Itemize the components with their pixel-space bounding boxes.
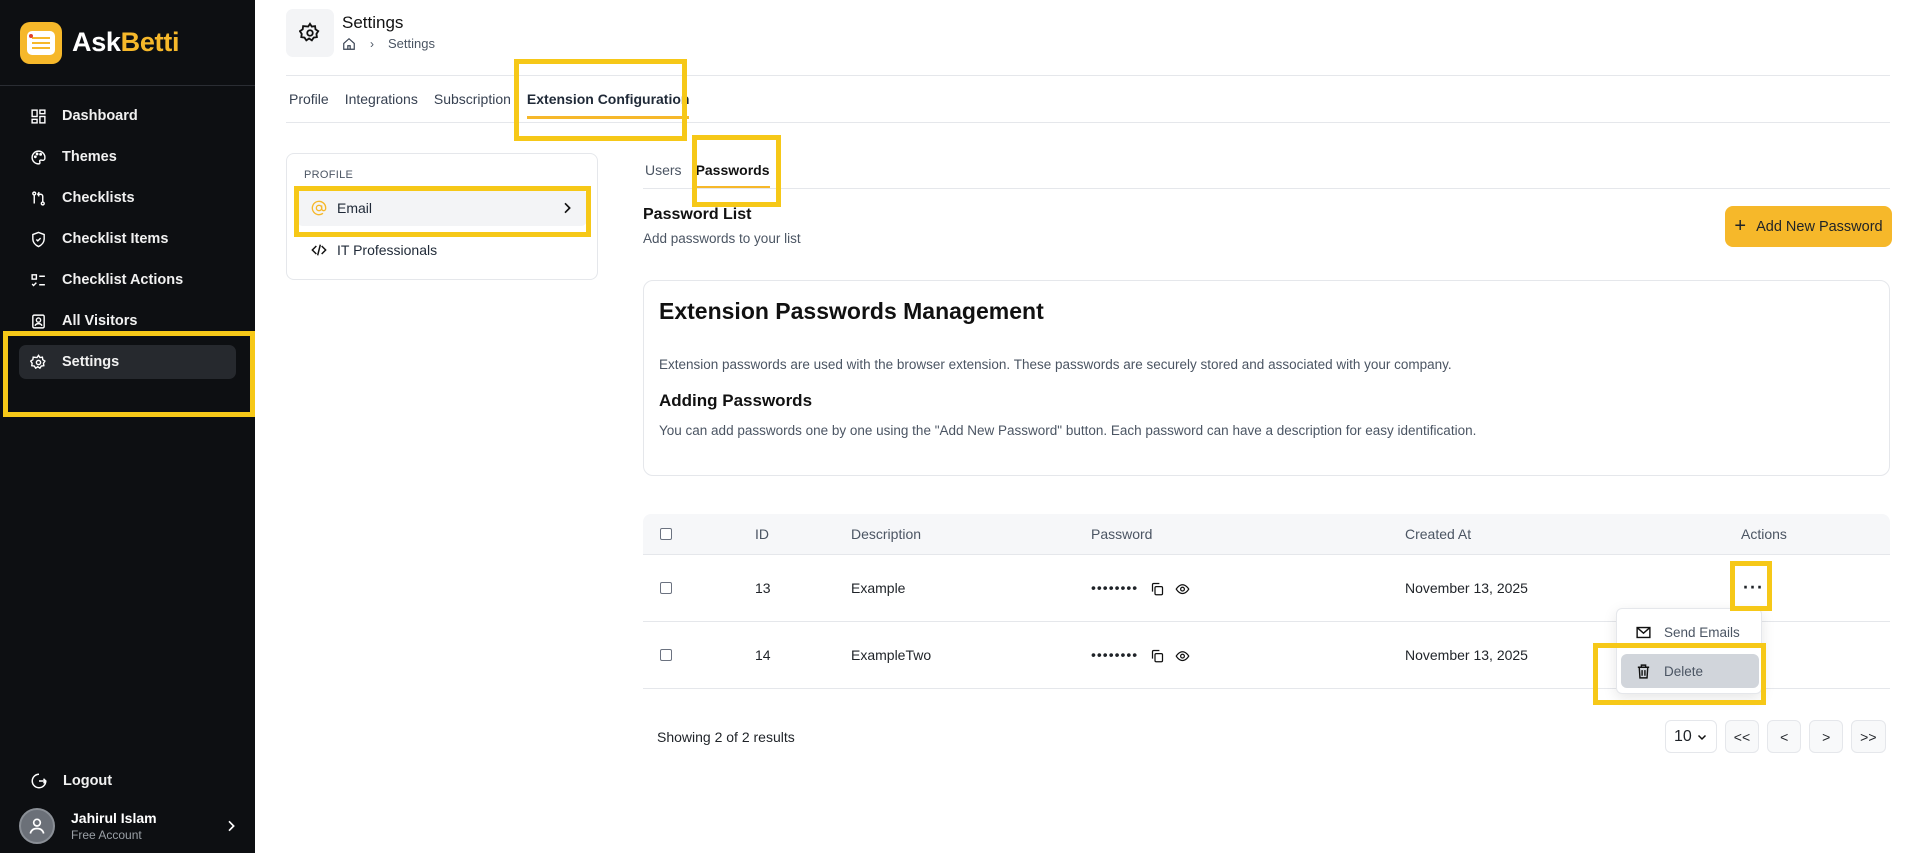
settings-tabs (289, 91, 705, 119)
tabs-divider (286, 122, 1890, 123)
chevron-right-icon[interactable] (223, 818, 239, 834)
sidebar (0, 0, 255, 853)
user-plan: Free Account (71, 828, 142, 842)
home-icon[interactable] (342, 37, 356, 51)
row-description: Example (851, 580, 906, 596)
plus-icon: + (1734, 215, 1747, 237)
at-sign-icon (311, 200, 327, 216)
menu-item-send-emails[interactable] (1621, 615, 1759, 649)
logout-icon (30, 772, 48, 790)
avatar (19, 808, 55, 844)
side-item-email[interactable] (297, 190, 587, 226)
extension-subtabs (645, 162, 784, 188)
list-checks-icon (30, 272, 47, 289)
sidebar-item-settings[interactable] (19, 345, 236, 379)
last-page-button[interactable]: >> (1851, 720, 1885, 753)
dashboard-icon (30, 108, 47, 125)
copy-icon[interactable] (1150, 581, 1165, 596)
user-icon (27, 816, 47, 836)
row-created-at: November 13, 2025 (1405, 580, 1528, 596)
select-all-checkbox[interactable] (660, 528, 672, 540)
row-actions-menu-button[interactable]: ··· (1743, 577, 1764, 598)
info-heading: Extension Passwords Management (659, 298, 1044, 324)
page-gear-icon (286, 9, 334, 57)
sidebar-item-label: Settings (62, 354, 120, 370)
brand-name-part1: Ask (72, 27, 121, 57)
tab-integrations[interactable]: Integrations (344, 91, 418, 107)
pagination (1665, 720, 1886, 753)
brand-name-part2: Betti (120, 27, 180, 57)
side-item-label: IT Professionals (337, 242, 438, 258)
sidebar-item-checklists[interactable] (19, 181, 236, 215)
gear-icon (30, 354, 47, 371)
shield-check-icon (30, 231, 47, 248)
side-panel-section-label: PROFILE (304, 169, 354, 181)
sidebar-item-label: Checklist Items (62, 231, 169, 247)
first-page-button[interactable]: << (1725, 720, 1759, 753)
masked-password: •••••••• (1091, 579, 1139, 596)
row-id: 13 (755, 580, 771, 596)
sidebar-item-label: Checklists (62, 190, 135, 206)
info-paragraph-1: Extension passwords are used with the browser extension. These passwords are securely stored and associated with your company. (659, 357, 1452, 372)
row-description: ExampleTwo (851, 647, 932, 663)
sidebar-item-checklist-actions[interactable] (19, 263, 236, 297)
row-id: 14 (755, 647, 771, 663)
page-size-select[interactable] (1665, 720, 1717, 753)
tab-subscription[interactable]: Subscription (433, 91, 511, 107)
eye-icon[interactable] (1175, 648, 1190, 663)
contact-icon (30, 313, 47, 330)
column-password: Password (1091, 526, 1153, 542)
next-page-button[interactable]: > (1809, 720, 1843, 753)
page-size-value: 10 (1674, 727, 1692, 745)
user-meta (71, 810, 223, 842)
brand[interactable] (0, 0, 255, 86)
gear-icon (299, 22, 321, 44)
menu-item-label: Send Emails (1664, 624, 1740, 640)
sidebar-item-label: All Visitors (62, 313, 138, 329)
user-name: Jahirul Islam (71, 810, 157, 826)
breadcrumb (342, 36, 435, 51)
palette-icon (30, 149, 47, 166)
chevron-down-icon (1696, 731, 1708, 743)
sidebar-item-dashboard[interactable] (19, 99, 236, 133)
side-item-label: Email (337, 200, 373, 216)
mail-send-icon (1635, 624, 1652, 641)
password-list-subtitle: Add passwords to your list (643, 231, 801, 246)
chevron-right-icon (559, 200, 575, 216)
user-profile[interactable] (19, 805, 239, 847)
row-created-at: November 13, 2025 (1405, 647, 1528, 663)
prev-page-button[interactable]: < (1767, 720, 1801, 753)
logout-label: Logout (63, 773, 113, 789)
git-compare-icon (30, 190, 47, 207)
masked-password: •••••••• (1091, 646, 1139, 663)
page-title: Settings (342, 13, 404, 32)
tab-profile[interactable]: Profile (289, 91, 329, 107)
info-paragraph-2: You can add passwords one by one using the "Add New Password" button. Each password can have a description for easy identification. (659, 423, 1477, 438)
menu-item-delete[interactable] (1621, 654, 1759, 688)
sidebar-item-themes[interactable] (19, 140, 236, 174)
tab-users[interactable]: Users (645, 162, 682, 178)
code-icon (311, 242, 327, 258)
row-actions-dropdown (1616, 608, 1762, 694)
side-item-it-professionals[interactable] (297, 232, 587, 268)
column-created-at: Created At (1405, 526, 1472, 542)
tab-passwords[interactable]: Passwords (696, 162, 770, 188)
info-panel (643, 280, 1890, 476)
sidebar-nav (0, 99, 255, 386)
row-checkbox[interactable] (660, 582, 672, 594)
add-new-password-button[interactable] (1725, 206, 1892, 247)
askbetti-logo-icon (20, 22, 62, 64)
trash-icon (1635, 663, 1652, 680)
row-password (1091, 580, 1190, 597)
header-divider (286, 75, 1890, 76)
password-list-title: Password List (643, 206, 752, 223)
sidebar-item-label: Checklist Actions (62, 272, 184, 288)
logout-button[interactable] (30, 772, 112, 790)
sidebar-item-checklist-items[interactable] (19, 222, 236, 256)
info-subheading: Adding Passwords (659, 391, 813, 410)
subtabs-divider (643, 188, 1890, 189)
table-header (643, 514, 1890, 555)
add-button-label: Add New Password (1756, 218, 1883, 235)
tab-extension-configuration[interactable]: Extension Configuration (527, 91, 690, 119)
column-actions: Actions (1741, 526, 1787, 542)
breadcrumb-separator-icon: › (370, 36, 374, 51)
breadcrumb-current: Settings (388, 36, 435, 51)
results-count: Showing 2 of 2 results (657, 729, 795, 745)
profile-side-panel (286, 153, 598, 280)
eye-icon[interactable] (1175, 581, 1190, 596)
brand-name (72, 27, 179, 58)
column-description: Description (851, 526, 922, 542)
sidebar-item-label: Dashboard (62, 108, 138, 124)
row-password (1091, 647, 1190, 664)
sidebar-item-label: Themes (62, 149, 117, 165)
row-checkbox[interactable] (660, 649, 672, 661)
sidebar-item-all-visitors[interactable] (19, 304, 236, 338)
copy-icon[interactable] (1150, 648, 1165, 663)
column-id: ID (755, 526, 769, 542)
menu-item-label: Delete (1664, 663, 1704, 679)
